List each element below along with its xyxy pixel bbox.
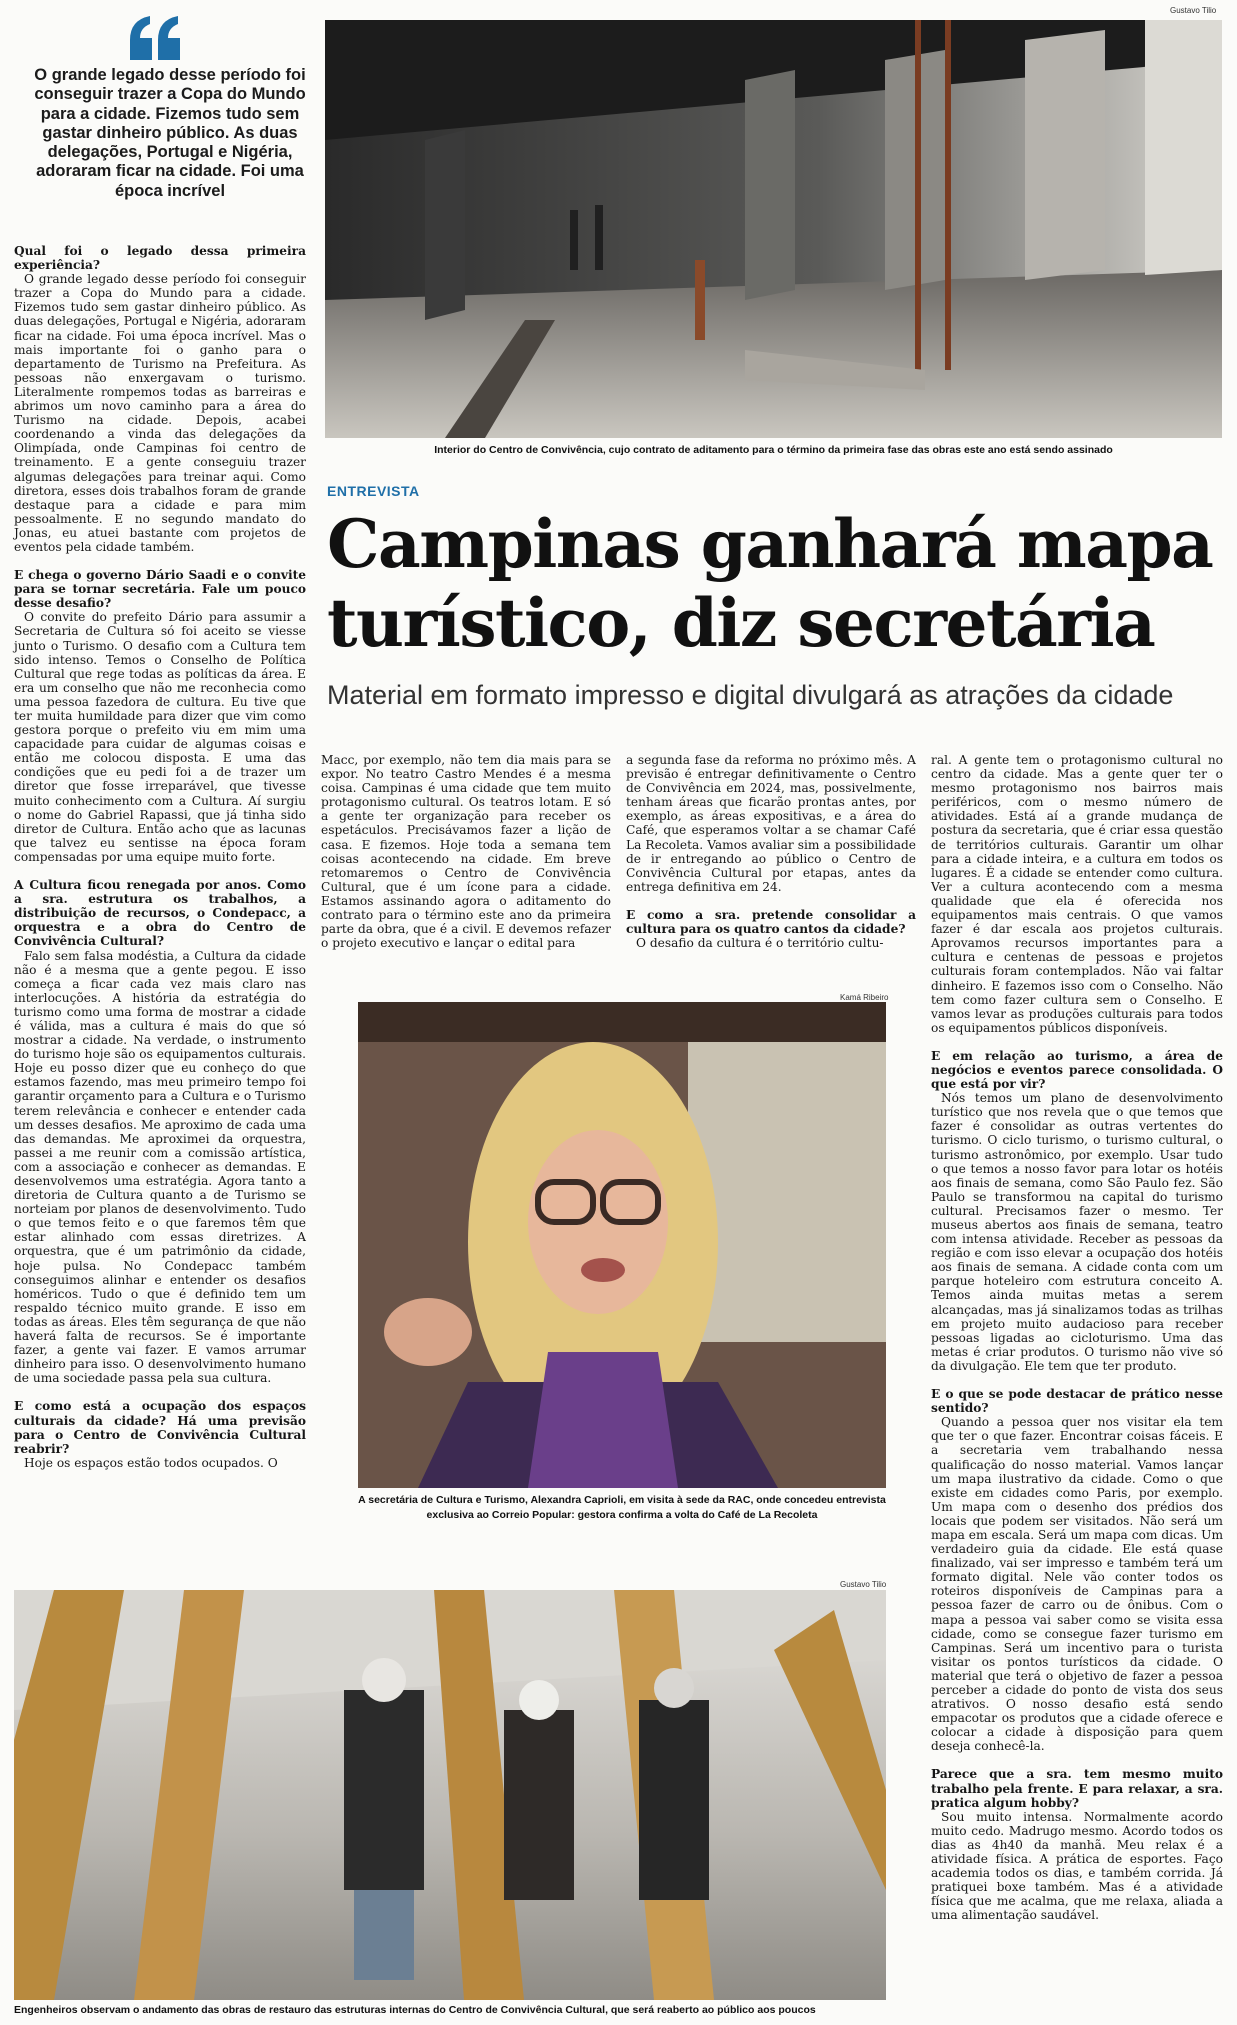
- interview-answer: Sou muito intensa. Normalmente acordo muito cedo. Madrugo mesmo. Acordo todos os dias as 4h40 da manhã. Meu relax é a atividade física. A prática de esportes. Faço academia todos os dias, e também corrida. Já pratiquei boxe também. Mas é a atividade física que me acalma, que me relaxa, aliada a uma alimentação saudável.: [931, 1809, 1223, 1923]
- interview-question: E como a sra. pretende consolidar a cultura para os quatro cantos da cidade?: [626, 907, 916, 937]
- subheadline: Material em formato impresso e digital divulgará as atrações da cidade: [327, 680, 1174, 710]
- interview-question: E o que se pode destacar de prático nesse sentido?: [931, 1387, 1223, 1416]
- article-column-2: [321, 753, 611, 973]
- portrait-caption: A secretária de Cultura e Turismo, Alexandra Caprioli, em visita à sede da RAC, onde concedeu entrevista exclusiva ao Correio Popular: gestora confirma a volta do Café de La Recoleta: [358, 1494, 886, 1521]
- interview-answer: Nós temos um plano de desenvolvimento turístico que nos revela que o que temos que fazer é consolidar as outras vertentes do turismo. O ciclo turismo, o turismo cultural, o turismo astronômico, por exemplo. Usar tudo o que temos a nosso favor para lotar os hotéis aos finais de semana, como São Paulo fez. São Paulo se transformou na capital do turismo cultural. Precisamos fazer o mesmo. Ter museus abertos aos finais de semana, teatro com intensa atividade. Receber as pessoas da região e com isso elevar a ocupação dos hotéis aos finais de semana. A cidade conta com um parque hoteleiro com estrutura conceito A. Temos ainda muitas metas a serem alcançadas, mas já sinalizamos todas as trilhas em projeto muito audacioso para receber pessoas ligadas ao cicloturismo. Uma das metas é criar produtos. O turismo não vive só da divulgação. Ele tem que ter produto.: [931, 1091, 1223, 1373]
- interview-answer: ral. A gente tem o protagonismo cultural no centro da cidade. Mas a gente quer ter o mesmo protagonismo nos bairros mais periféricos, com o mesmo número de atividades. Está aí a grande mudança de postura da secretaria, que é criar essa questão de territórios culturais. Garantir um olhar para a cidade inteira, e a cultura em todos os lugares. É a cidade se entender como cultura. Ver a cultura acontecendo com a mesma qualidade que ela é oferecida nos equipamentos mais centrais. O que vamos fazer é dar escala aos projetos culturais. Aprovamos recursos importantes para a cultura e centenas de pessoas e projetos culturais foram contemplados. Não vai faltar dinheiro. E fazemos isso com o Conselho. Não tem como fazer cultura sem o Conselho. E vamos levar as produções culturais para todos os equipamentos públicos disponíveis.: [931, 753, 1223, 1035]
- quote-icon: [128, 16, 184, 60]
- bottom-photo: [14, 1590, 886, 2000]
- headline: Campinas ganhará mapa turístico, diz secretária: [327, 505, 1213, 662]
- pull-quote: O grande legado desse período foi conseguir trazer a Copa do Mundo para a cidade. Fizemos tudo sem gastar dinheiro público. As duas delegações, Portugal e Nigéria, adoraram ficar na cidade. Foi uma época incrível: [34, 66, 306, 200]
- section-kicker: ENTREVISTA: [327, 483, 420, 499]
- interview-answer: O grande legado desse período foi conseguir trazer a Copa do Mundo para a cidade. Fizemos tudo sem gastar dinheiro público. As duas delegações, Portugal e Nigéria, adoraram ficar na cidade. Foi uma época incrível. Mas o mais importante foi o ganho para o departamento de Turismo na Prefeitura. As pessoas não enxergavam o turismo. Literalmente rompemos todas as barreiras e abrimos um novo caminho para a área do Turismo na cidade. Depois, acabei coordenando a vinda das delegações da Olimpíada, onde Campinas foi centro de treinamento. E a gente conseguiu trazer algumas delegações para treinar aqui. Como diretora, esses dois trabalhos foram de grande destaque para a cidade e para mim pessoalmente. E no segundo mandato do Jonas, eu atuei bastante com projetos de eventos pela cidade também.: [14, 272, 306, 554]
- top-photo: [325, 20, 1222, 438]
- bottom-photo-caption: Engenheiros observam o andamento das obras de restauro das estruturas internas do Centro de Convivência Cultural, que será reaberto ao público aos poucos: [14, 2004, 816, 2016]
- photo-credit-portrait: Kamá Ribeiro: [840, 993, 889, 1002]
- interview-answer: O desafio da cultura é o território cultu-: [636, 936, 884, 951]
- article-column-4: [931, 753, 1223, 2018]
- interview-question: E chega o governo Dário Saadi e o convite para se tornar secretária. Fale um pouco desse desafio?: [14, 568, 306, 611]
- interview-question: A Cultura ficou renegada por anos. Como a sra. estrutura os trabalhos, a distribuição de recursos, o Condepacc, a orquestra e a obra do Centro de Convivência Cultural?: [14, 878, 306, 949]
- interview-answer: Falo sem falsa modéstia, a Cultura da cidade não é a mesma que a gente pegou. E isso começa a ficar cada vez mais claro nas interlocuções. A história da estratégia do turismo como uma forma de mostrar a cidade é válida, mas a cultura é mais do que só mostrar a cidade. Na verdade, o instrumento do turismo hoje são os equipamentos culturais. Hoje eu posso dizer que eu conheço do que estamos fazendo, mas meu primeiro tempo foi garantir orçamento para a Cultura e o Turismo terem relevância e conhecer e entender cada um desses desafios. Me aproximo de cada uma das demandas. Me aproximei da orquestra, passei a me reunir com a comissão artística, com a associação e conhecer as demandas. E desenvolvemos uma estratégia. Agora tanto a diretoria de Cultura quanto a de Turismo se norteiam por planos de desenvolvimento. Tudo o que temos feito e o que faremos têm que estar alinhado com essas diretrizes. A orquestra, que é um patrimônio da cidade, hoje pulsa. No Condepacc também conseguimos alinhar e entender os desafios homéricos. Tudo o que é definido tem um respaldo técnico muito grande. E isso em todas as áreas. Eles têm segurança de que não haverá falta de recursos. Se é importante fazer, a gente vai fazer. E vamos arrumar dinheiro para isso. O desenvolvimento humano de uma sociedade passa pela sua cultura.: [14, 948, 307, 1386]
- portrait-photo: [358, 1002, 886, 1488]
- interview-answer: Quando a pessoa quer nos visitar ela tem que ter o que fazer. Encontrar coisas fáceis. E a secretaria vem trabalhando nessa qualificação do nosso material. Vamos lançar um mapa ilustrativo da cidade. Como o que existe em cidades como Paris, por exemplo. Um mapa com o desenho dos prédios dos locais que podem ser visitados. Não será um mapa em escala. Será um mapa com dicas. Um verdadeiro guia da cidade. Ele está quase finalizado, vai ser impresso e também terá um formato digital. Nele vão conter todos os roteiros disponíveis de Campinas para a pessoa fazer de carro ou de ônibus. Com o mapa a pessoa vai saber como se visita essa cidade, como se consegue fazer turismo em Campinas. Será um incentivo para o turista visitar os pontos turísticos da cidade. O material que terá o objetivo de fazer a pessoa perceber a cidade do ponto de vista dos seus atrativos. O nosso desafio está sendo empacotar os produtos que a cidade oferece e colocar a cidade à disposição para quem deseja conhecê-la.: [931, 1415, 1223, 1754]
- interview-answer: Macc, por exemplo, não tem dia mais para se expor. No teatro Castro Mendes é a mesma coisa. Campinas é uma cidade que tem muito protagonismo cultural. Os teatros lotam. E só a gente ter organização para receber os espetáculos. Precisávamos fazer a lição de casa. E fizemos. Hoje toda a semana tem coisas acontecendo na cidade. Em breve retomaremos o Centro de Convivência Cultural, que é um ícone para a cidade. Estamos assinando agora o aditamento do contrato para o término este ano da primeira parte da obra, que é a civil. E devemos refazer o projeto executivo e lançar o edital para: [321, 753, 611, 951]
- interview-question: E em relação ao turismo, a área de negócios e eventos parece consolidada. O que está por vir?: [931, 1048, 1223, 1092]
- top-photo-caption: Interior do Centro de Convivência, cujo contrato de aditamento para o término da primeira fase das obras este ano está sendo assinado: [434, 444, 1113, 456]
- interview-question: E como está a ocupação dos espaços culturais da cidade? Há uma previsão para o Centro de Convivência Cultural reabrir?: [14, 1399, 306, 1456]
- interview-question: Qual foi o legado dessa primeira experiência?: [14, 244, 306, 273]
- interview-answer: O convite do prefeito Dário para assumir a Secretaria de Cultura só foi aceito se viesse junto o Turismo. O desafio com a Cultura tem sido intenso. Temos o Conselho de Política Cultural que rege todas as políticas da área. E era um conselho que não me reconhecia como uma pessoa fazedora de cultura. Eu tive que ter muita humildade para dizer que vim como gestora porque o prefeito viu em mim uma capacidade para cuidar de algumas coisas e então me colocou disposta. E uma das condições que eu pedi foi a de trazer um diretor que fosse irreparável, que tivesse muito conhecimento com a Cultura. Aí surgiu o nome do Gabriel Rapassi, que já tinha sido diretor de Cultura. Então acho que as lacunas que talvez eu sentisse na época foram compensadas por uma equipe muito forte.: [14, 610, 306, 864]
- article-column-3: [626, 753, 916, 973]
- photo-credit-bottom: Gustavo Tilio: [840, 1580, 887, 1589]
- interview-answer: a segunda fase da reforma no próximo mês. A previsão é entregar definitivamente o Centro de Convivência em 2024, mas, possivelmente, tenham áreas que ficarão prontas antes, por exemplo, as áreas expositivas, e a área do Café, que esperamos voltar a se chamar Café La Recoleta. Vamos avaliar sim a possibilidade de ir entregando ao público o Centro de Convivência Cultural por etapas, antes da entrega definitiva em 24.: [626, 753, 916, 894]
- interview-answer: Hoje os espaços estão todos ocupados. O: [24, 1455, 278, 1470]
- photo-credit-top: Gustavo Tilio: [1170, 6, 1217, 15]
- interview-question: Parece que a sra. tem mesmo muito trabalho pela frente. E para relaxar, a sra. pratica algum hobby?: [931, 1767, 1223, 1810]
- article-column-1: [14, 244, 306, 1594]
